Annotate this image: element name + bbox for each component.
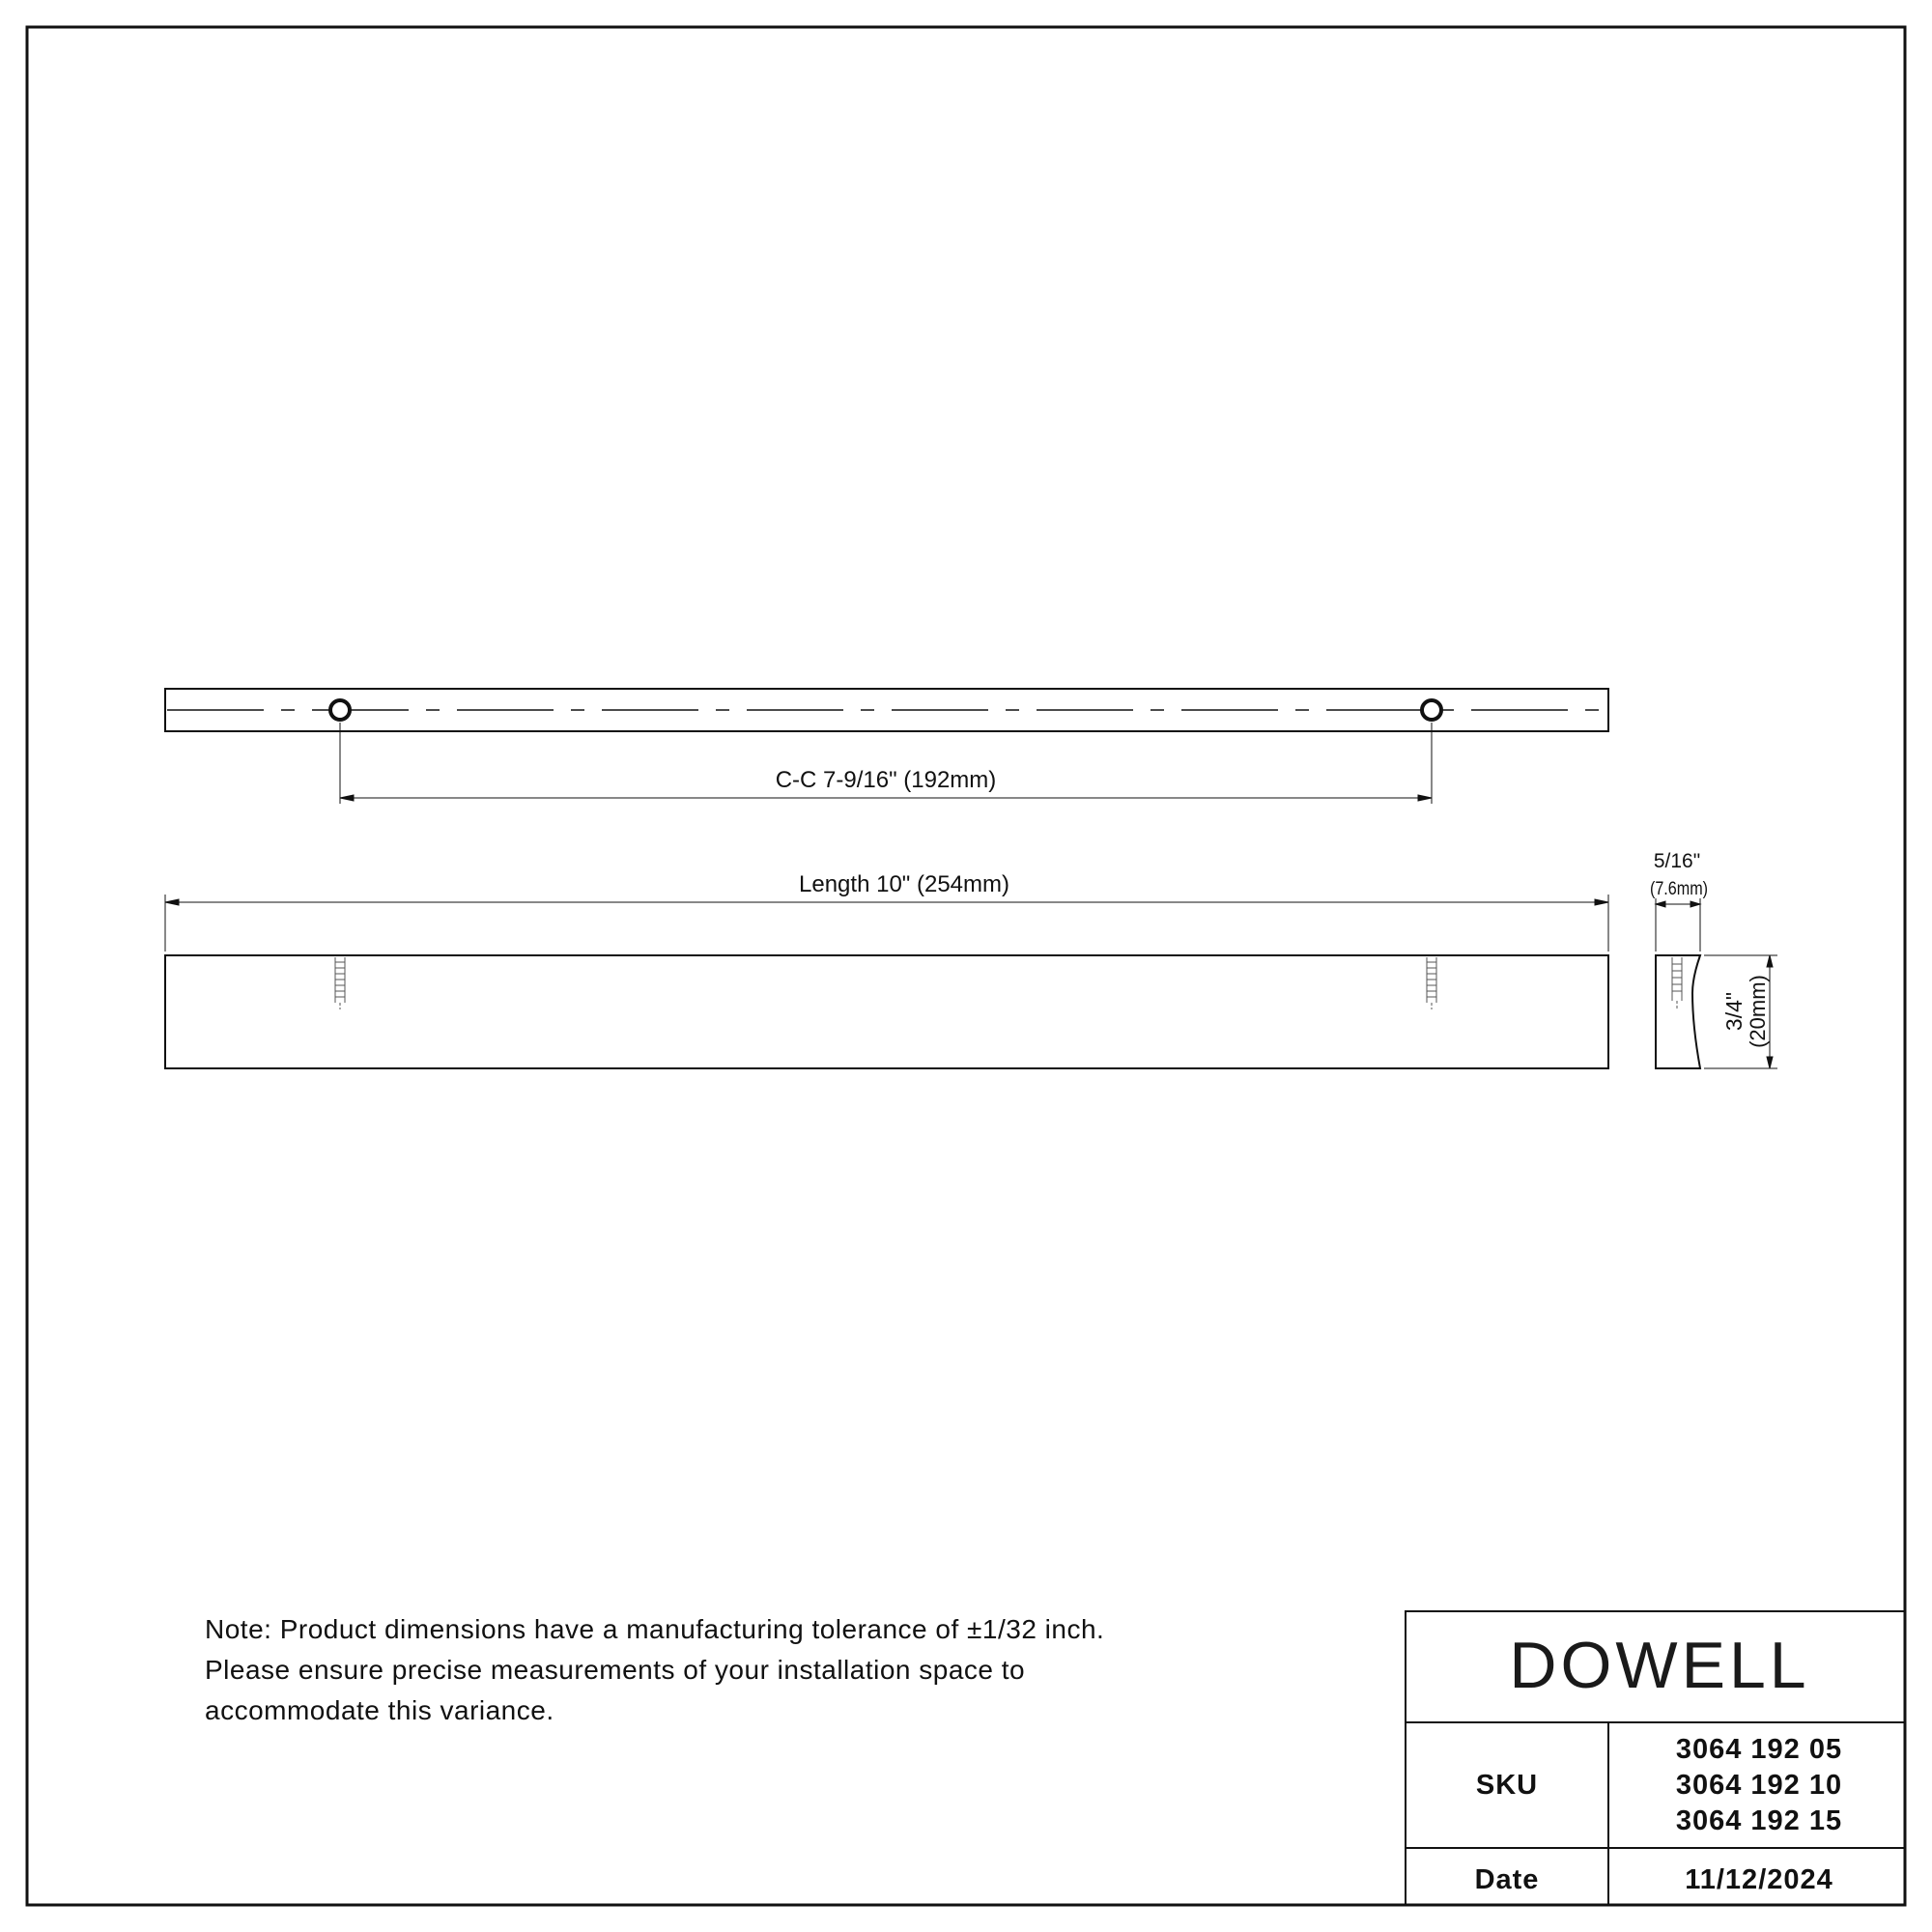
sku-value: 3064 192 10 — [1675, 1769, 1843, 1801]
top-view — [165, 689, 1608, 731]
sku-list — [1609, 1723, 1909, 1847]
brand-logo — [1408, 1611, 1911, 1719]
note-line-3: accommodate this variance. — [205, 1695, 554, 1725]
sku-label: SKU — [1475, 1769, 1539, 1801]
screw-left — [335, 957, 345, 1009]
sku-value: 3064 192 15 — [1675, 1804, 1843, 1836]
mounting-hole-right — [1422, 700, 1441, 720]
height-dimension-inch: 3/4" — [1721, 991, 1747, 1032]
note-line-2: Please ensure precise measurements of your installation space to — [205, 1655, 1026, 1685]
screw-right — [1427, 957, 1436, 1009]
side-screw — [1672, 957, 1682, 1010]
depth-dimension-inch: 5/16" — [1653, 850, 1701, 872]
brand-name: DOWELL — [1509, 1629, 1810, 1702]
front-view-outline — [165, 955, 1608, 1068]
sku-value: 3064 192 05 — [1675, 1733, 1843, 1765]
mounting-hole-left — [330, 700, 350, 720]
depth-dimension-mm: (7.6mm) — [1649, 877, 1709, 899]
depth-dimension — [1656, 898, 1700, 952]
date-label: Date — [1474, 1863, 1540, 1895]
date-value: 11/12/2024 — [1685, 1863, 1833, 1895]
side-view-profile — [1656, 955, 1700, 1068]
note-line-1: Note: Product dimensions have a manufacturing tolerance of ±1/32 inch. — [205, 1614, 1105, 1644]
length-dimension-label: Length 10" (254mm) — [799, 871, 1009, 897]
side-view — [1656, 955, 1700, 1068]
length-dimension — [165, 895, 1608, 952]
height-dimension-mm: (20mm) — [1746, 975, 1770, 1048]
cc-dimension-label: C-C 7-9/16" (192mm) — [775, 767, 997, 793]
tolerance-note — [205, 1609, 1316, 1731]
front-view — [165, 955, 1608, 1068]
